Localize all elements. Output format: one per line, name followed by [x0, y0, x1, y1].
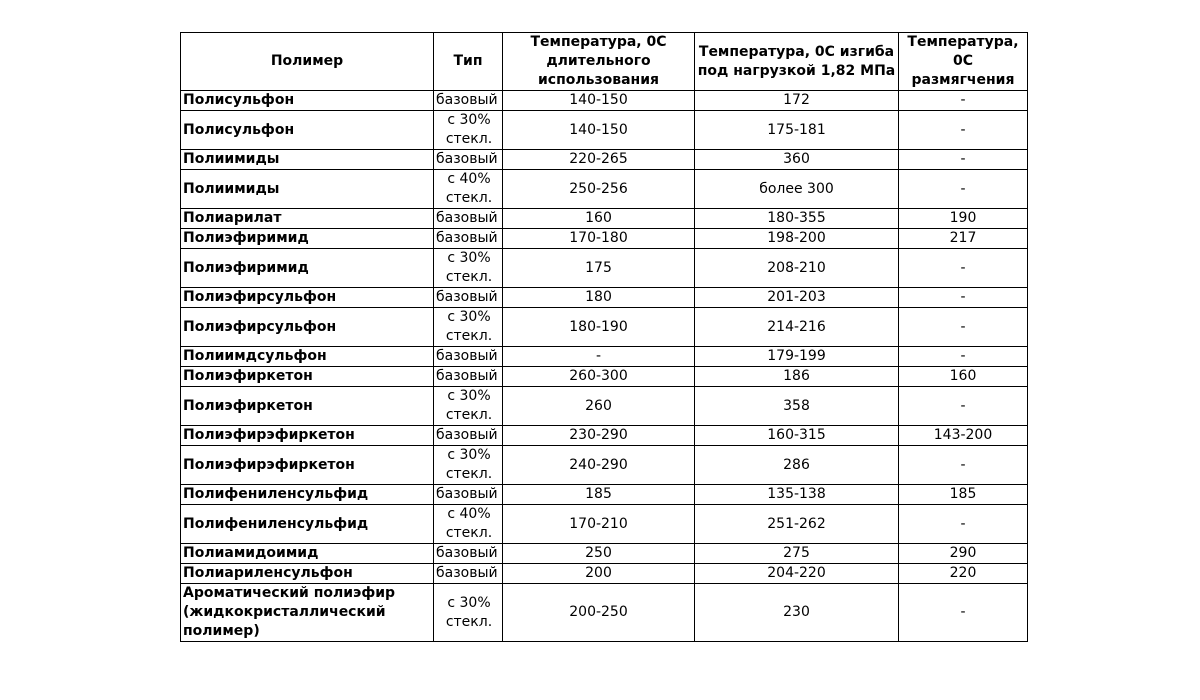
- cell-polymer-name: Полиэфирэфиркетон: [181, 446, 434, 485]
- cell-temp-bend-load: 204-220: [695, 564, 899, 584]
- cell-polymer-name: Полиэфиримид: [181, 229, 434, 249]
- cell-temp-softening: -: [899, 111, 1028, 150]
- cell-type: базовый: [434, 544, 503, 564]
- cell-polymer-name: Полиэфиримид: [181, 249, 434, 288]
- header-polymer: Полимер: [181, 33, 434, 91]
- cell-temp-long-use: 170-210: [503, 505, 695, 544]
- cell-polymer-name: Полиэфирэфиркетон: [181, 426, 434, 446]
- cell-temp-bend-load: 160-315: [695, 426, 899, 446]
- table-row: [181, 170, 1028, 209]
- cell-temp-long-use: 200: [503, 564, 695, 584]
- cell-temp-long-use: 260: [503, 387, 695, 426]
- polymer-temperature-table: [180, 32, 1028, 642]
- cell-type: с 30% стекл.: [434, 387, 503, 426]
- table-row: [181, 209, 1028, 229]
- cell-temp-softening: -: [899, 170, 1028, 209]
- table-row: [181, 505, 1028, 544]
- cell-type: базовый: [434, 485, 503, 505]
- header-temp-softening: Температура, 0С размягчения: [899, 33, 1028, 91]
- cell-temp-long-use: 260-300: [503, 367, 695, 387]
- cell-type: базовый: [434, 209, 503, 229]
- cell-type: базовый: [434, 229, 503, 249]
- cell-polymer-name: Полиэфирсульфон: [181, 288, 434, 308]
- cell-temp-bend-load: 360: [695, 150, 899, 170]
- cell-temp-softening: -: [899, 308, 1028, 347]
- cell-type: с 30% стекл.: [434, 111, 503, 150]
- cell-temp-bend-load: 135-138: [695, 485, 899, 505]
- cell-polymer-name: Полиэфирсульфон: [181, 308, 434, 347]
- cell-type: базовый: [434, 150, 503, 170]
- table-row: [181, 564, 1028, 584]
- cell-temp-softening: -: [899, 505, 1028, 544]
- cell-temp-bend-load: 186: [695, 367, 899, 387]
- table-header-row: [181, 33, 1028, 91]
- cell-temp-long-use: -: [503, 347, 695, 367]
- cell-temp-softening: -: [899, 249, 1028, 288]
- cell-type: базовый: [434, 367, 503, 387]
- table-row: [181, 249, 1028, 288]
- cell-type: с 30% стекл.: [434, 249, 503, 288]
- cell-polymer-name: Полиимиды: [181, 150, 434, 170]
- cell-temp-bend-load: 180-355: [695, 209, 899, 229]
- table-row: [181, 584, 1028, 642]
- cell-polymer-name: Полиимдсульфон: [181, 347, 434, 367]
- cell-temp-bend-load: 208-210: [695, 249, 899, 288]
- table-row: [181, 288, 1028, 308]
- cell-temp-softening: 290: [899, 544, 1028, 564]
- cell-polymer-name: Полиариленсульфон: [181, 564, 434, 584]
- cell-temp-softening: -: [899, 347, 1028, 367]
- cell-temp-long-use: 250: [503, 544, 695, 564]
- cell-temp-long-use: 140-150: [503, 91, 695, 111]
- cell-temp-softening: 220: [899, 564, 1028, 584]
- cell-temp-long-use: 140-150: [503, 111, 695, 150]
- table-row: [181, 150, 1028, 170]
- polymer-temperature-table-container: [180, 32, 1028, 642]
- cell-polymer-name: Полиэфиркетон: [181, 387, 434, 426]
- cell-temp-softening: -: [899, 387, 1028, 426]
- cell-temp-long-use: 180: [503, 288, 695, 308]
- cell-temp-softening: -: [899, 584, 1028, 642]
- table-row: [181, 91, 1028, 111]
- table-row: [181, 485, 1028, 505]
- table-row: [181, 111, 1028, 150]
- cell-polymer-name: Полисульфон: [181, 91, 434, 111]
- cell-temp-softening: 143-200: [899, 426, 1028, 446]
- table-row: [181, 367, 1028, 387]
- header-temp-bend-load: Температура, 0С изгиба под нагрузкой 1,82 МПа: [695, 33, 899, 91]
- header-type: Тип: [434, 33, 503, 91]
- header-temp-long-use: Температура, 0С длительного использования: [503, 33, 695, 91]
- cell-polymer-name: Полифениленсульфид: [181, 485, 434, 505]
- cell-temp-long-use: 250-256: [503, 170, 695, 209]
- cell-temp-bend-load: 358: [695, 387, 899, 426]
- cell-temp-bend-load: 179-199: [695, 347, 899, 367]
- cell-polymer-name: Полиарилат: [181, 209, 434, 229]
- cell-temp-bend-load: 275: [695, 544, 899, 564]
- cell-temp-bend-load: более 300: [695, 170, 899, 209]
- cell-temp-softening: 217: [899, 229, 1028, 249]
- cell-type: с 30% стекл.: [434, 446, 503, 485]
- cell-temp-long-use: 175: [503, 249, 695, 288]
- cell-polymer-name: Полиэфиркетон: [181, 367, 434, 387]
- cell-type: с 40% стекл.: [434, 170, 503, 209]
- cell-temp-long-use: 200-250: [503, 584, 695, 642]
- table-body: [181, 91, 1028, 642]
- cell-temp-long-use: 185: [503, 485, 695, 505]
- cell-temp-long-use: 170-180: [503, 229, 695, 249]
- cell-type: базовый: [434, 91, 503, 111]
- cell-temp-bend-load: 251-262: [695, 505, 899, 544]
- cell-polymer-name: Ароматический полиэфир (жидкокристаллический полимер): [181, 584, 434, 642]
- cell-temp-bend-load: 172: [695, 91, 899, 111]
- cell-temp-long-use: 230-290: [503, 426, 695, 446]
- cell-temp-softening: -: [899, 150, 1028, 170]
- cell-temp-long-use: 180-190: [503, 308, 695, 347]
- cell-temp-long-use: 240-290: [503, 446, 695, 485]
- cell-temp-softening: 190: [899, 209, 1028, 229]
- cell-type: базовый: [434, 564, 503, 584]
- cell-temp-softening: 160: [899, 367, 1028, 387]
- cell-type: базовый: [434, 347, 503, 367]
- table-row: [181, 308, 1028, 347]
- table-row: [181, 544, 1028, 564]
- cell-type: с 30% стекл.: [434, 308, 503, 347]
- table-row: [181, 387, 1028, 426]
- cell-temp-bend-load: 286: [695, 446, 899, 485]
- cell-temp-bend-load: 230: [695, 584, 899, 642]
- cell-polymer-name: Полиамидоимид: [181, 544, 434, 564]
- cell-type: базовый: [434, 426, 503, 446]
- cell-temp-bend-load: 175-181: [695, 111, 899, 150]
- cell-temp-bend-load: 198-200: [695, 229, 899, 249]
- cell-polymer-name: Полиимиды: [181, 170, 434, 209]
- cell-polymer-name: Полисульфон: [181, 111, 434, 150]
- table-row: [181, 229, 1028, 249]
- cell-temp-softening: -: [899, 446, 1028, 485]
- cell-temp-softening: -: [899, 288, 1028, 308]
- table-row: [181, 347, 1028, 367]
- cell-temp-long-use: 220-265: [503, 150, 695, 170]
- cell-type: базовый: [434, 288, 503, 308]
- cell-temp-bend-load: 201-203: [695, 288, 899, 308]
- cell-temp-softening: -: [899, 91, 1028, 111]
- cell-polymer-name: Полифениленсульфид: [181, 505, 434, 544]
- cell-temp-long-use: 160: [503, 209, 695, 229]
- table-row: [181, 426, 1028, 446]
- table-row: [181, 446, 1028, 485]
- cell-type: с 30% стекл.: [434, 584, 503, 642]
- cell-temp-bend-load: 214-216: [695, 308, 899, 347]
- cell-temp-softening: 185: [899, 485, 1028, 505]
- cell-type: с 40% стекл.: [434, 505, 503, 544]
